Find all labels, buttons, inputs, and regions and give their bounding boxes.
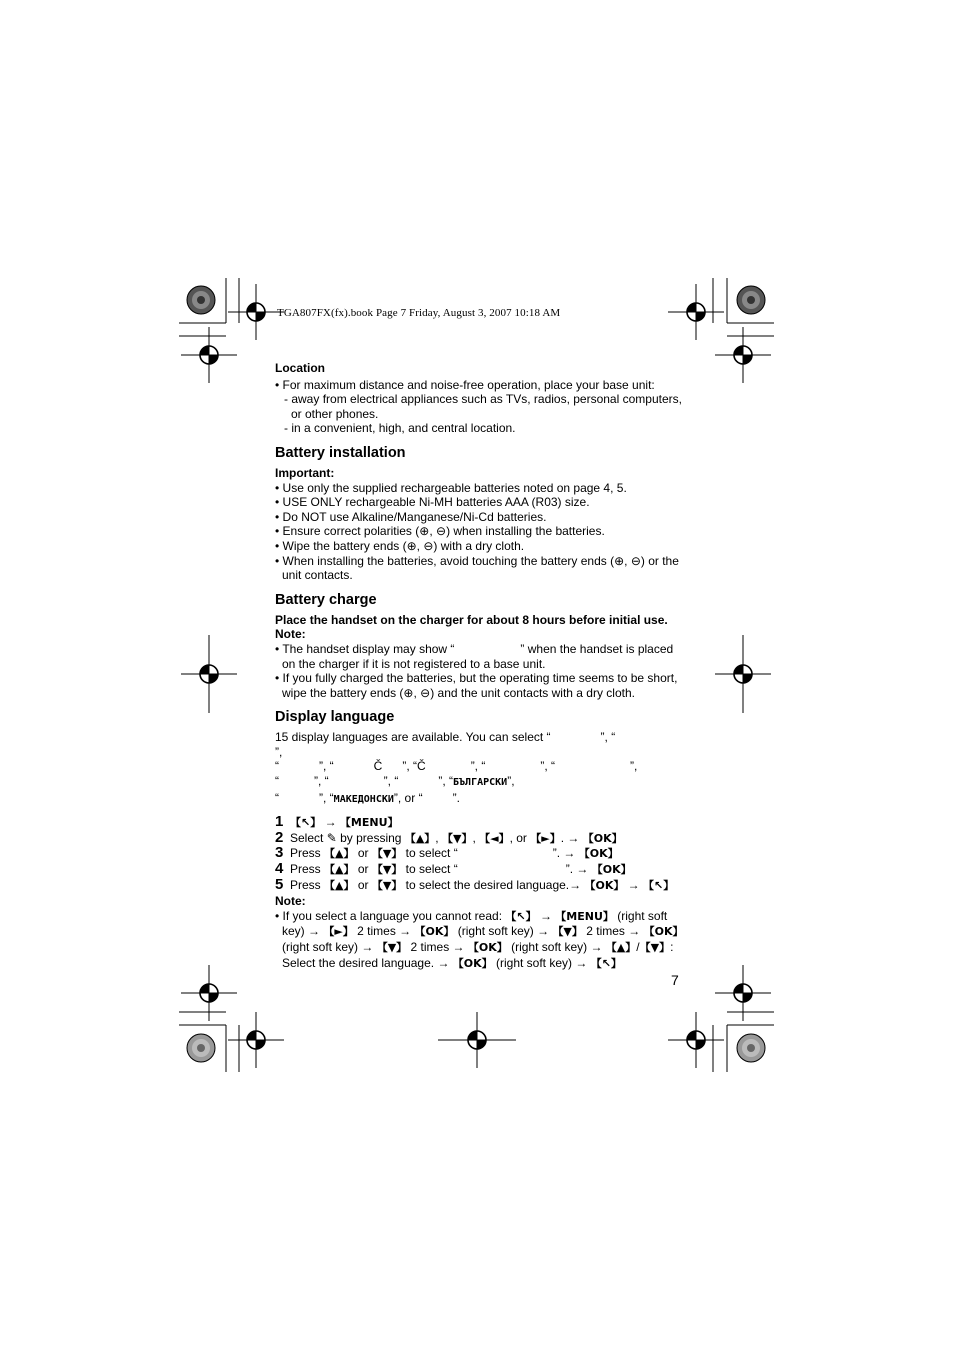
color-star-mark-top-left — [187, 286, 215, 314]
step-2: 2 Select ✎ by pressing 【▲】, 【▼】, 【◄】, or 【►】. → 【OK】 — [275, 828, 623, 846]
install-bullet-1: • Use only the supplied rechargeable batteries noted on page 4, 5. — [275, 481, 685, 496]
charge-instruction: Place the handset on the charger for about 8 hours before initial use. — [275, 612, 668, 627]
minus-polarity-icon: ⊖ — [420, 685, 431, 700]
minus-polarity-icon: ⊖ — [630, 553, 641, 568]
step-5: 5 Press 【▲】 or 【▼】 to select the desired language.→ 【OK】 → 【↖】 — [275, 875, 675, 893]
step-4: 4 Press 【▲】 or 【▼】 to select “ ”. → 【OK】 — [275, 860, 632, 878]
language-list: 15 display languages are available. You can select “ ”, “”, “ ”, “ Č ”, “Č ”, “ ”, “ ”, “ ”, “ ”, “ ”, “БЪЛГАРСКИ”, “ ”, “МАКЕДОНСКИ”, or “ ”. — [275, 730, 638, 805]
install-bullet-6: • When installing the batteries, avoid touching the battery ends (⊕, ⊖) or the unit contacts. — [275, 554, 685, 583]
plus-polarity-icon: ⊕ — [403, 685, 414, 700]
charge-bullet-2: • If you fully charged the batteries, but the operating time seems to be short, wipe the battery ends (⊕, ⊖) and the unit contacts with a dry cloth. — [275, 671, 685, 700]
plus-polarity-icon: ⊕ — [419, 524, 430, 539]
step-1: 1 【↖】 → 【MENU】 — [275, 813, 399, 831]
minus-polarity-icon: ⊖ — [436, 524, 447, 539]
install-bullet-3: • Do NOT use Alkaline/Manganese/Ni-Cd batteries. — [275, 510, 685, 525]
off-hook-icon: ↖ — [301, 816, 311, 830]
off-hook-icon: ↖ — [654, 878, 664, 892]
language-note-bullet: • If you select a language you cannot read: 【↖】 → 【MENU】 (right soft key) → 【►】 2 times → 【OK】 (right soft key) → 【▼】 2 times → 【OK】 (right soft key) → 【▼】 2 times → 【OK】 (right soft key) → 【▲】/【▼】: Select the desired language. → 【OK】 (right soft key) → 【↖】 — [275, 909, 685, 971]
location-bullet: • For maximum distance and noise-free operation, place your base unit: — [275, 378, 685, 393]
page-content — [275, 361, 685, 971]
location-dash-2: - in a convenient, high, and central location. — [275, 421, 685, 436]
battery-charge-title: Battery charge — [275, 591, 377, 608]
plus-polarity-icon: ⊕ — [614, 553, 625, 568]
color-star-mark-bottom-left — [187, 1034, 215, 1062]
charge-note-label: Note: — [275, 627, 306, 642]
location-title: Location — [275, 361, 325, 375]
install-bullet-5: • Wipe the battery ends (⊕, ⊖) with a dry cloth. — [275, 539, 685, 554]
plus-polarity-icon: ⊕ — [406, 538, 417, 553]
page-number: 7 — [671, 972, 679, 988]
wrench-icon: ✎ — [326, 830, 337, 845]
color-star-mark-top-right — [737, 286, 765, 314]
minus-polarity-icon: ⊖ — [423, 538, 434, 553]
display-language-title: Display language — [275, 709, 395, 726]
location-dash-1: - away from electrical appliances such as TVs, radios, personal computers, or other phones. — [275, 392, 685, 421]
install-bullet-4: • Ensure correct polarities (⊕, ⊖) when installing the batteries. — [275, 524, 685, 539]
charge-bullet-1: • The handset display may show “ ” when the handset is placed on the charger if it is not registered to a base unit. — [275, 642, 685, 671]
battery-installation-title: Battery installation — [275, 444, 406, 461]
step-3: 3 Press 【▲】 or 【▼】 to select “ ”. → 【OK】 — [275, 844, 619, 862]
important-label: Important: — [275, 465, 335, 480]
install-bullet-2: • USE ONLY rechargeable Ni-MH batteries AAA (R03) size. — [275, 495, 685, 510]
language-note-label: Note: — [275, 894, 306, 909]
color-star-mark-bottom-right — [737, 1034, 765, 1062]
book-header: TGA807FX(fx).book Page 7 Friday, August 3, 2007 10:18 AM — [277, 307, 561, 319]
